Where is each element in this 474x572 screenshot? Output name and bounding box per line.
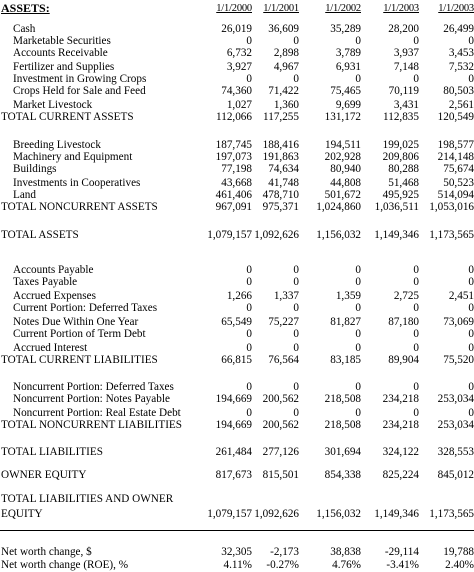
row-label: Accrued Interest — [13, 342, 88, 354]
cell-value: 194,669 — [215, 419, 252, 431]
date-header: 1/1/2001 — [263, 3, 299, 14]
cell-value: 0 — [293, 73, 299, 85]
cell-value: 1,173,565 — [429, 508, 474, 520]
table-row — [0, 419, 474, 432]
cell-value: 188,416 — [262, 139, 299, 151]
cell-value: 81,827 — [330, 316, 361, 328]
table-row — [0, 446, 474, 459]
cell-value: 80,288 — [388, 163, 419, 175]
row-label: Noncurrent Portion: Real Estate Debt — [13, 407, 181, 419]
row-label: Noncurrent Portion: Notes Payable — [13, 393, 170, 405]
cell-value: 1,360 — [273, 99, 299, 111]
date-header: 1/1/2002 — [325, 3, 361, 14]
row-label: Breeding Livestock — [13, 139, 101, 151]
cell-value: 120,549 — [437, 111, 474, 123]
cell-value: 66,815 — [221, 354, 252, 366]
cell-value: 0 — [355, 276, 361, 288]
cell-value: 65,549 — [221, 316, 252, 328]
cell-value: 514,094 — [437, 189, 474, 201]
divider-rule — [0, 530, 474, 531]
cell-value: 2,451 — [448, 290, 474, 302]
cell-value: 0 — [468, 342, 474, 354]
cell-value: 0 — [468, 328, 474, 340]
cell-value: 495,925 — [382, 189, 419, 201]
cell-value: 1,079,157 — [207, 229, 252, 241]
cell-value: 2.40% — [445, 559, 474, 571]
table-row — [0, 201, 474, 214]
cell-value: -2,173 — [270, 546, 299, 558]
cell-value: 83,185 — [330, 354, 361, 366]
row-label: Notes Due Within One Year — [13, 316, 139, 328]
row-label: TOTAL NONCURRENT ASSETS — [1, 201, 158, 213]
table-row — [0, 302, 474, 315]
cell-value: 0 — [413, 342, 419, 354]
cell-value: 0 — [468, 276, 474, 288]
cell-value: 0 — [468, 407, 474, 419]
cell-value: 0 — [468, 302, 474, 314]
cell-value: 7,148 — [393, 61, 419, 73]
cell-value: 0 — [355, 264, 361, 276]
cell-value: 89,904 — [388, 354, 419, 366]
cell-value: 234,218 — [382, 419, 419, 431]
cell-value: 2,561 — [448, 99, 474, 111]
cell-value: 187,745 — [215, 139, 252, 151]
cell-value: 815,501 — [262, 469, 299, 481]
cell-value: 209,806 — [382, 151, 419, 163]
table-row — [0, 508, 474, 521]
cell-value: 0 — [355, 407, 361, 419]
cell-value: 0 — [293, 35, 299, 47]
cell-value: 70,119 — [388, 85, 419, 97]
cell-value: 198,577 — [437, 139, 474, 151]
cell-value: 854,338 — [324, 469, 361, 481]
cell-value: 3,937 — [393, 47, 419, 59]
row-label: EQUITY — [1, 508, 43, 520]
row-label: Current Portion of Term Debt — [13, 328, 146, 340]
cell-value: 1,149,346 — [374, 508, 419, 520]
cell-value: 43,668 — [221, 177, 252, 189]
table-row — [0, 354, 474, 367]
cell-value: 218,508 — [324, 419, 361, 431]
cell-value: 817,673 — [215, 469, 252, 481]
cell-value: 191,863 — [262, 151, 299, 163]
table-row — [0, 111, 474, 124]
cell-value: 117,255 — [263, 111, 299, 123]
row-label: Machinery and Equipment — [13, 151, 133, 163]
cell-value: 0 — [246, 328, 252, 340]
cell-value: 75,674 — [443, 163, 474, 175]
cell-value: 0 — [468, 35, 474, 47]
cell-value: 301,694 — [324, 446, 361, 458]
row-label: Investments in Cooperatives — [13, 177, 141, 189]
row-label: TOTAL LIABILITIES AND OWNER — [1, 493, 174, 505]
cell-value: 1,092,626 — [254, 229, 299, 241]
cell-value: 1,149,346 — [374, 229, 419, 241]
table-row — [0, 85, 474, 98]
cell-value: 131,172 — [324, 111, 361, 123]
cell-value: 19,788 — [443, 546, 474, 558]
cell-value: 0 — [355, 302, 361, 314]
cell-value: 200,562 — [262, 393, 299, 405]
cell-value: 74,360 — [221, 85, 252, 97]
date-header: 1/1/2003 — [383, 3, 419, 14]
cell-value: 7,532 — [448, 61, 474, 73]
cell-value: 261,484 — [215, 446, 252, 458]
cell-value: 0 — [468, 264, 474, 276]
cell-value: 1,266 — [226, 290, 252, 302]
row-label: Marketable Securities — [13, 35, 111, 47]
cell-value: 0 — [355, 328, 361, 340]
cell-value: 1,053,016 — [429, 201, 474, 213]
cell-value: 35,289 — [330, 23, 361, 35]
cell-value: 3,453 — [448, 47, 474, 59]
row-label: Accrued Expenses — [13, 290, 96, 302]
row-label: Land — [13, 189, 36, 201]
cell-value: 0 — [293, 381, 299, 393]
cell-value: 0 — [293, 342, 299, 354]
cell-value: 50,523 — [443, 177, 474, 189]
cell-value: 324,122 — [382, 446, 419, 458]
cell-value: 1,092,626 — [254, 508, 299, 520]
header-row — [0, 2, 474, 15]
table-row — [0, 276, 474, 289]
row-label: Market Livestock — [13, 99, 93, 111]
row-label: Current Portion: Deferred Taxes — [13, 302, 158, 314]
cell-value: 0 — [355, 381, 361, 393]
row-label: Cash — [13, 23, 36, 35]
cell-value: 0 — [355, 35, 361, 47]
cell-value: 0 — [293, 264, 299, 276]
cell-value: 328,553 — [437, 446, 474, 458]
cell-value: 0 — [355, 342, 361, 354]
header-label: ASSETS: — [1, 1, 50, 15]
cell-value: 0 — [246, 381, 252, 393]
cell-value: 0 — [468, 381, 474, 393]
row-label: Net worth change, $ — [1, 546, 92, 558]
cell-value: 234,218 — [382, 393, 419, 405]
cell-value: 1,036,511 — [374, 201, 419, 213]
row-label: Fertilizer and Supplies — [13, 61, 115, 73]
cell-value: 0 — [413, 73, 419, 85]
cell-value: 75,520 — [443, 354, 474, 366]
cell-value: 38,838 — [330, 546, 361, 558]
row-label: TOTAL NONCURRENT LIABILITIES — [1, 419, 182, 431]
cell-value: 0 — [293, 276, 299, 288]
date-header: 1/1/2003 — [438, 3, 474, 14]
cell-value: 2,725 — [393, 290, 419, 302]
cell-value: 73,069 — [443, 316, 474, 328]
cell-value: 112,066 — [216, 111, 252, 123]
cell-value: 1,156,032 — [316, 229, 361, 241]
cell-value: 501,672 — [324, 189, 361, 201]
cell-value: 197,073 — [215, 151, 252, 163]
cell-value: 0 — [246, 35, 252, 47]
cell-value: 478,710 — [262, 189, 299, 201]
cell-value: 76,564 — [268, 354, 299, 366]
cell-value: 1,024,860 — [316, 201, 361, 213]
cell-value: 87,180 — [388, 316, 419, 328]
row-label: TOTAL ASSETS — [1, 229, 79, 241]
cell-value: 4.76% — [332, 559, 361, 571]
cell-value: 71,422 — [268, 85, 299, 97]
cell-value: 1,079,157 — [207, 508, 252, 520]
cell-value: 6,931 — [335, 61, 361, 73]
cell-value: 41,748 — [268, 177, 299, 189]
row-label: Noncurrent Portion: Deferred Taxes — [13, 381, 174, 393]
cell-value: 0 — [413, 381, 419, 393]
row-label: Buildings — [13, 163, 57, 175]
cell-value: 845,012 — [437, 469, 474, 481]
cell-value: 0 — [246, 342, 252, 354]
cell-value: 194,669 — [215, 393, 252, 405]
cell-value: 1,156,032 — [316, 508, 361, 520]
cell-value: 2,898 — [273, 47, 299, 59]
cell-value: 26,499 — [443, 23, 474, 35]
table-row — [0, 559, 474, 572]
cell-value: 3,431 — [393, 99, 419, 111]
cell-value: 0 — [413, 407, 419, 419]
cell-value: 74,634 — [268, 163, 299, 175]
cell-value: 253,034 — [437, 393, 474, 405]
cell-value: 202,928 — [324, 151, 361, 163]
cell-value: 80,940 — [330, 163, 361, 175]
cell-value: 253,034 — [437, 419, 474, 431]
cell-value: 3,789 — [335, 47, 361, 59]
cell-value: 112,835 — [383, 111, 419, 123]
cell-value: 0 — [413, 302, 419, 314]
cell-value: 218,508 — [324, 393, 361, 405]
cell-value: 0 — [468, 73, 474, 85]
row-label: Investment in Growing Crops — [13, 73, 147, 85]
cell-value: 0 — [413, 276, 419, 288]
cell-value: 6,732 — [226, 47, 252, 59]
row-label: Taxes Payable — [13, 276, 78, 288]
cell-value: 1,359 — [335, 290, 361, 302]
cell-value: 0 — [246, 302, 252, 314]
cell-value: 0 — [413, 328, 419, 340]
cell-value: 0 — [413, 264, 419, 276]
table-row — [0, 47, 474, 60]
cell-value: 0 — [293, 407, 299, 419]
cell-value: 200,562 — [262, 419, 299, 431]
cell-value: 26,019 — [221, 23, 252, 35]
cell-value: 3,927 — [226, 61, 252, 73]
cell-value: 199,025 — [382, 139, 419, 151]
row-label: TOTAL CURRENT LIABILITIES — [1, 354, 158, 366]
table-row — [0, 493, 474, 506]
cell-value: 51,468 — [388, 177, 419, 189]
cell-value: 4.11% — [223, 559, 252, 571]
table-row — [0, 393, 474, 406]
table-row — [0, 546, 474, 559]
cell-value: 44,808 — [330, 177, 361, 189]
cell-value: -3.41% — [386, 559, 419, 571]
cell-value: 0 — [246, 73, 252, 85]
cell-value: 0 — [246, 407, 252, 419]
row-label: OWNER EQUITY — [1, 469, 87, 481]
cell-value: 967,091 — [215, 201, 252, 213]
cell-value: 0 — [246, 264, 252, 276]
cell-value: 1,337 — [273, 290, 299, 302]
cell-value: 75,465 — [330, 85, 361, 97]
cell-value: 1,173,565 — [429, 229, 474, 241]
table-row — [0, 469, 474, 482]
table-row — [0, 163, 474, 176]
cell-value: 825,224 — [382, 469, 419, 481]
cell-value: 32,305 — [221, 546, 252, 558]
row-label: Net worth change (ROE), % — [1, 559, 129, 571]
cell-value: 1,027 — [226, 99, 252, 111]
row-label: Accounts Receivable — [13, 47, 108, 59]
cell-value: 9,699 — [335, 99, 361, 111]
cell-value: 28,200 — [388, 23, 419, 35]
cell-value: 214,148 — [437, 151, 474, 163]
row-label: TOTAL CURRENT ASSETS — [1, 111, 134, 123]
cell-value: 194,511 — [325, 139, 361, 151]
cell-value: 36,609 — [268, 23, 299, 35]
cell-value: 77,198 — [221, 163, 252, 175]
cell-value: 975,371 — [262, 201, 299, 213]
cell-value: -0.27% — [266, 559, 299, 571]
row-label: Accounts Payable — [13, 264, 94, 276]
cell-value: 0 — [413, 35, 419, 47]
cell-value: 0 — [293, 328, 299, 340]
date-header: 1/1/2000 — [216, 3, 252, 14]
cell-value: -29,114 — [384, 546, 419, 558]
cell-value: 461,406 — [215, 189, 252, 201]
cell-value: 0 — [293, 302, 299, 314]
cell-value: 0 — [355, 73, 361, 85]
cell-value: 0 — [246, 276, 252, 288]
cell-value: 75,227 — [268, 316, 299, 328]
cell-value: 277,126 — [262, 446, 299, 458]
table-row — [0, 328, 474, 341]
cell-value: 80,503 — [443, 85, 474, 97]
row-label: Crops Held for Sale and Feed — [13, 85, 146, 97]
cell-value: 4,967 — [273, 61, 299, 73]
row-label: TOTAL LIABILITIES — [1, 446, 103, 458]
table-row — [0, 229, 474, 242]
